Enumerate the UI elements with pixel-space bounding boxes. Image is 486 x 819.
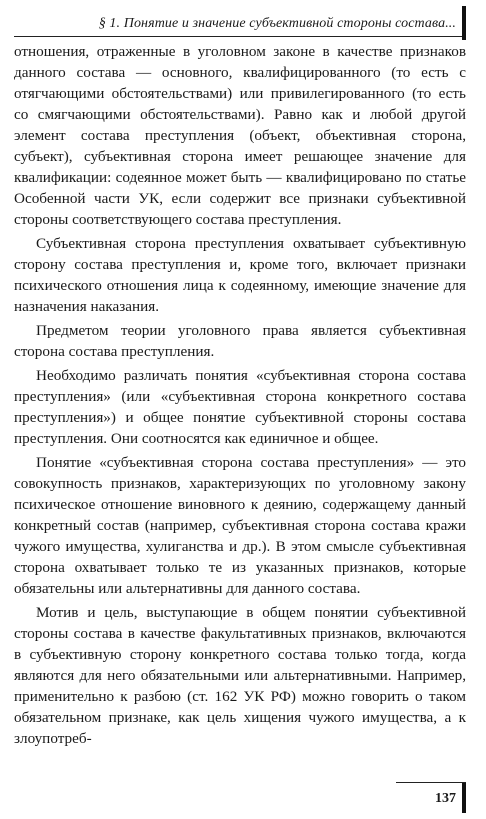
paragraph-continued: отношения, отраженные в уголовном законе в качестве признаков данного состава — основного, квалифицированного (то есть с отягчающими обстоятельствами) или привилегированного (то есть со смягчающими обстоятельствами). Равно как и любой другой элемент состава преступления (объект, объективная сторона, субъект), субъективная сторона имеет решающее значение для квалификации: содеянное может быть — квалифицировано по статье Особенной части УК, если содержит все признаки субъективной стороны соответствующего состава преступления. [14, 43, 466, 228]
paragraph: Субъективная сторона преступления охватывает субъективную сторону состава преступления и, кроме того, включает признаки психического отношения лица к содеянному, имеющие значение для назначения наказания. [14, 235, 466, 315]
paragraph: Мотив и цель, выступающие в общем понятии субъективной стороны состава в качестве факультативных признаков, включаются в субъективную сторону конкретного состава только тогда, когда являются для него обязательными или альтернативными. Например, применительно к разбою (ст. 162 УК РФ) можно говорить о таком обязательном признаке, как цель хищения чужого имущества, а к злоупотреб- [14, 604, 466, 747]
paragraph: Понятие «субъективная сторона состава преступления» — это совокупность признаков, характеризующих по уголовному закону психическое отношение виновного к деянию, содержащему данный конкретный состав (например, субъективная сторона состава кражи чужого имущества, хулиганства и др.). В этом смысле субъективная сторона охватывает только те из указанных признаков, которые обязательны или альтернативны для данного состава. [14, 454, 466, 597]
page-body [14, 41, 466, 752]
folio-rule [462, 783, 466, 813]
running-head [14, 6, 466, 37]
running-head-rule [462, 6, 466, 40]
paragraph: Необходимо различать понятия «субъективная сторона состава преступления» (или «субъективная сторона конкретного состава преступления») и общее понятие субъективной стороны состава преступления. Они соотносятся как единичное и общее. [14, 367, 466, 447]
page-number: 137 [435, 791, 456, 806]
page-folio [396, 782, 466, 811]
paragraph: Предметом теории уголовного права является субъективная сторона состава преступления. [14, 322, 466, 360]
running-head-title: § 1. Понятие и значение субъективной стороны состава... [98, 16, 456, 31]
